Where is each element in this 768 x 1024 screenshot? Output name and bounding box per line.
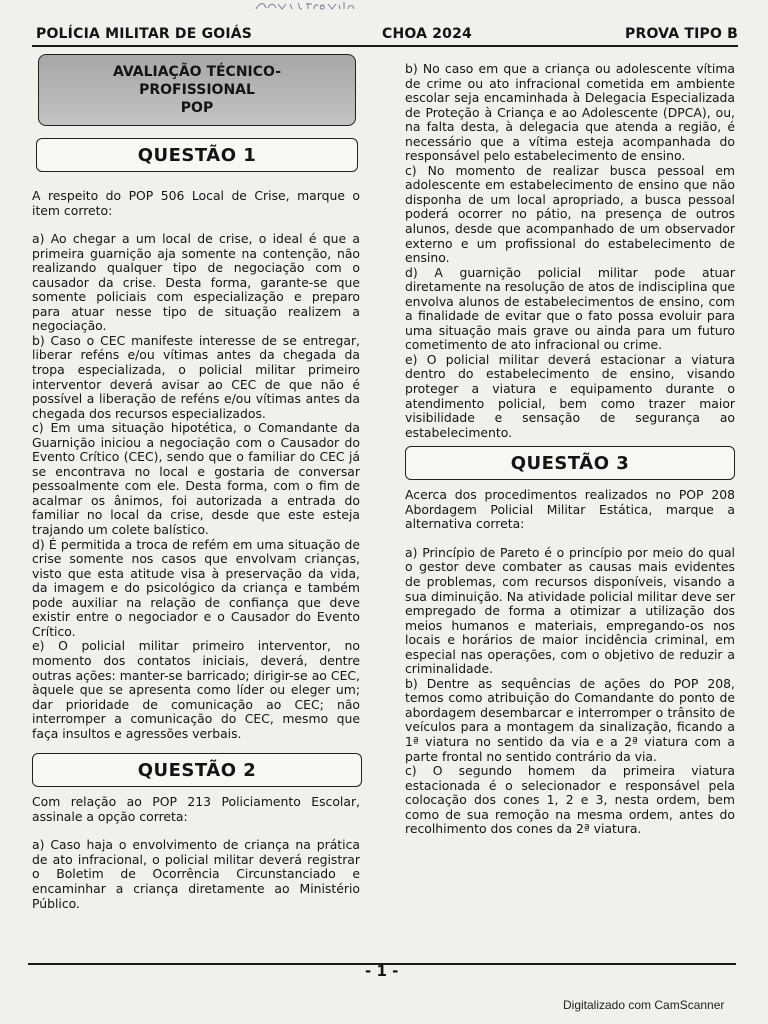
question-3-title: QUESTÃO 3 bbox=[405, 446, 735, 480]
section-title-line-2: PROFISSIONAL bbox=[139, 82, 255, 98]
page-number: - 1 - bbox=[365, 962, 399, 980]
question-1-option-e: e) O policial militar primeiro interventor, no momento dos contatos iniciais, deverá, dentre outras ações: manter-se barricado; dirigir-se ao CEC, àquele que se apresenta como líder ou eleger um; dar prioridade de comunicação ao CEC; não interromper a comunicação do CEC, mesmo que faça insultos e agressões verbais. bbox=[32, 638, 360, 741]
question-2-option-a: a) Caso haja o envolvimento de criança na prática de ato infracional, o policial militar deverá registrar o Boletim de Ocorrência Circunstanciado e encaminhar a criança diretamente ao Ministério Público. bbox=[32, 837, 360, 911]
left-column bbox=[32, 50, 360, 911]
handwritten-signature-scribble bbox=[254, 0, 374, 12]
question-1-option-a: a) Ao chegar a um local de crise, o ideal é que a primeira guarnição aja somente na contenção, não realizando qualquer tipo de negociação com o causador da crise. Desta forma, garante-se que somente policiais com especialização e preparo para atuar nesse tipo de situação realizem a negociação. bbox=[32, 231, 360, 334]
section-title-line-3: POP bbox=[180, 100, 214, 116]
question-1-prompt: A respeito do POP 506 Local de Crise, marque o item correto: bbox=[32, 188, 360, 218]
question-1-option-d: d) É permitida a troca de refém em uma situação de crise somente nos casos que envolvam crianças, visto que esta atitude visa à preservação da vida, da imagem e do psicológico da criança e também pode auxiliar na relação de confiança que deve existir entre o negociador e o Causador do Evento Crítico. bbox=[32, 536, 360, 639]
question-2-option-b: b) No caso em que a criança ou adolescente vítima de crime ou ato infracional cometida em ambiente escolar seja encaminhada à Delegacia Especializada de Proteção à Criança e ao Adolescente (DPCA), ou, na falta desta, à delegacia que atenda a região, é necessário que a vítima esteja acompanhada do responsável pelo estabelecimento de ensino. bbox=[405, 61, 735, 164]
section-title-box bbox=[38, 54, 356, 126]
question-2-title: QUESTÃO 2 bbox=[32, 753, 362, 787]
question-1-title: QUESTÃO 1 bbox=[36, 138, 358, 172]
header-exam-name: CHOA 2024 bbox=[382, 26, 472, 42]
header-divider bbox=[32, 45, 738, 47]
question-2-option-e: e) O policial militar deverá estacionar a viatura dentro do estabelecimento de ensino, visando proteger a viatura e equipamento durante o atendimento policial, bem como trazer maior visibilidade e sensação de segurança ao estabelecimento. bbox=[405, 351, 735, 440]
question-1-option-b: b) Caso o CEC manifeste interesse de se entregar, liberar reféns e/ou vítimas antes da chegada da tropa especializada, o policial militar primeiro interventor deverá avisar ao CEC de que não é possível a liberação de reféns e/ou vítimas antes da chegada dos recursos especializados. bbox=[32, 332, 360, 421]
question-3-option-c: c) O segundo homem da primeira viatura estacionada é o selecionador e responsável pela colocação dos cones 1, 2 e 3, nesta ordem, bem como de sua remoção na mesma ordem, antes do recolhimento dos cones da 2ª viatura. bbox=[405, 763, 735, 837]
question-1-option-c: c) Em uma situação hipotética, o Comandante da Guarnição iniciou a negociação com o Causador do Evento Crítico (CEC), sendo que o familiar do CEC já se encontrava no local e gostaria de conversar pessoalmente com ele. Desta forma, com o fim de acalmar os ânimos, foi autorizada a entrada do familiar no local da crise, desde que este esteja trajando um colete balístico. bbox=[32, 420, 360, 538]
header-institution: POLÍCIA MILITAR DE GOIÁS bbox=[36, 26, 253, 42]
question-3-prompt: Acerca dos procedimentos realizados no POP 208 Abordagem Policial Militar Estática, marque a alternativa correta: bbox=[405, 487, 735, 532]
question-2-prompt: Com relação ao POP 213 Policiamento Escolar, assinale a opção correta: bbox=[32, 794, 360, 824]
question-2-option-c: c) No momento de realizar busca pessoal em adolescente em estabelecimento de ensino que não disponha de um local apropriado, a busca pessoal poderá ocorrer no pátio, na presença de outros alunos, desde que acompanhado de um observador externo e um profissional do estabelecimento de ensino. bbox=[405, 162, 735, 266]
question-3-option-b: b) Dentre as sequências de ações do POP 208, temos como atribuição do Comandante do ponto de abordagem desembarcar e interromper o trânsito de veículos para a montagem da sinalização, ficando a 1ª viatura no sentido da via e a 2ª viatura com a parte frontal no sentido contrário da via. bbox=[405, 675, 735, 764]
scanner-watermark: Digitalizado com CamScanner bbox=[563, 998, 725, 1012]
handwritten-note bbox=[254, 0, 374, 15]
right-column bbox=[405, 62, 735, 837]
header-exam-type: PROVA TIPO B bbox=[625, 26, 739, 42]
question-3-option-a: a) Princípio de Pareto é o princípio por meio do qual o gestor deve combater as causas mais evidentes de problemas, com recursos disponíveis, visando a sua diminuição. Na atividade policial militar deve ser empregado de forma a otimizar a utilização dos meios humanos e materiais, empregando-os nos locais e horários de maior incidência criminal, em especial nas operações, com o objetivo de reduzir a criminalidade. bbox=[405, 544, 735, 677]
section-title-line-1: AVALIAÇÃO TÉCNICO- bbox=[112, 64, 281, 80]
question-2-option-d: d) A guarnição policial militar pode atuar diretamente na resolução de atos de indisciplina que envolva alunos de estabelecimentos de ensino, com a finalidade de evitar que o fato possa evoluir para uma situação mais grave ou ainda para um futuro cometimento de ato infracional ou crime. bbox=[405, 264, 735, 353]
